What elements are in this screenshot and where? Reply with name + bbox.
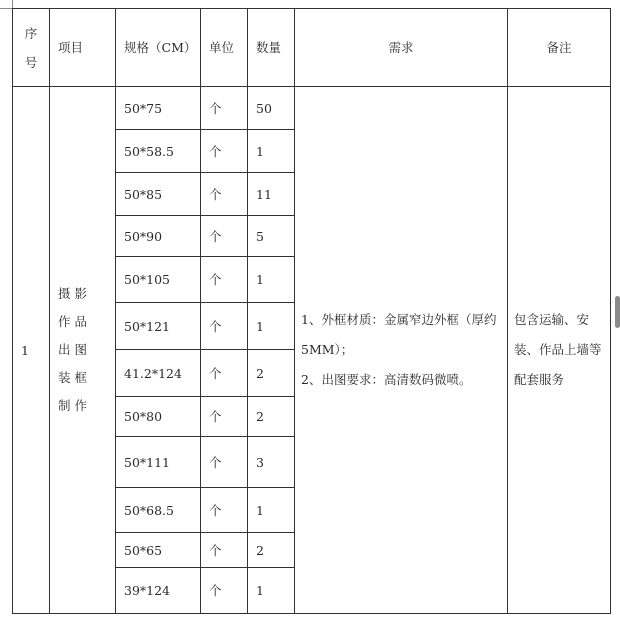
unit-cell: 个 — [201, 350, 248, 397]
unit-cell: 个 — [201, 437, 248, 488]
header-spec: 规格（CM） — [116, 9, 201, 87]
unit-cell: 个 — [201, 303, 248, 350]
spec-cell: 50*68.5 — [116, 488, 201, 533]
qty-cell: 2 — [248, 533, 295, 568]
unit-cell: 个 — [201, 87, 248, 130]
header-note: 备注 — [508, 9, 611, 87]
spec-cell: 50*90 — [116, 216, 201, 257]
header-qty: 数量 — [248, 9, 295, 87]
spec-cell: 50*80 — [116, 397, 201, 437]
qty-cell: 2 — [248, 350, 295, 397]
spec-cell: 50*75 — [116, 87, 201, 130]
header-unit: 单位 — [201, 9, 248, 87]
table-row — [13, 87, 611, 130]
header-requirements: 需求 — [295, 9, 508, 87]
spec-table — [12, 8, 611, 614]
requirements-cell — [295, 87, 508, 614]
qty-cell: 2 — [248, 397, 295, 437]
qty-cell: 1 — [248, 303, 295, 350]
requirement-2: 2、出图要求：高清数码微喷。 — [301, 372, 472, 387]
unit-cell: 个 — [201, 568, 248, 614]
spec-cell: 50*85 — [116, 173, 201, 216]
qty-cell: 50 — [248, 87, 295, 130]
note-cell: 包含运输、安装、作品上墙等配套服务 — [508, 87, 611, 614]
requirement-1: 1、外框材质：金属窄边外框（厚约5MM）； — [301, 312, 497, 357]
qty-cell: 3 — [248, 437, 295, 488]
header-seq — [13, 9, 50, 87]
qty-cell: 1 — [248, 130, 295, 173]
qty-cell: 1 — [248, 257, 295, 303]
item-name: 摄影作品出图装框制作 — [58, 286, 92, 413]
spec-cell: 50*121 — [116, 303, 201, 350]
unit-cell: 个 — [201, 130, 248, 173]
scrollbar-handle[interactable] — [615, 296, 620, 328]
item-cell — [50, 87, 116, 614]
spec-cell: 41.2*124 — [116, 350, 201, 397]
qty-cell: 1 — [248, 488, 295, 533]
spec-cell: 50*105 — [116, 257, 201, 303]
unit-cell: 个 — [201, 488, 248, 533]
spec-cell: 39*124 — [116, 568, 201, 614]
qty-cell: 1 — [248, 568, 295, 614]
unit-cell: 个 — [201, 533, 248, 568]
unit-cell: 个 — [201, 397, 248, 437]
seq-number: 1 — [13, 87, 50, 614]
header-row — [13, 9, 611, 87]
header-seq-char-2: 号 — [24, 54, 38, 70]
header-seq-char-1: 序 — [24, 25, 38, 41]
spec-cell: 50*58.5 — [116, 130, 201, 173]
spec-cell: 50*65 — [116, 533, 201, 568]
unit-cell: 个 — [201, 257, 248, 303]
unit-cell: 个 — [201, 173, 248, 216]
spec-cell: 50*111 — [116, 437, 201, 488]
qty-cell: 11 — [248, 173, 295, 216]
qty-cell: 5 — [248, 216, 295, 257]
unit-cell: 个 — [201, 216, 248, 257]
header-item: 项目 — [50, 9, 116, 87]
